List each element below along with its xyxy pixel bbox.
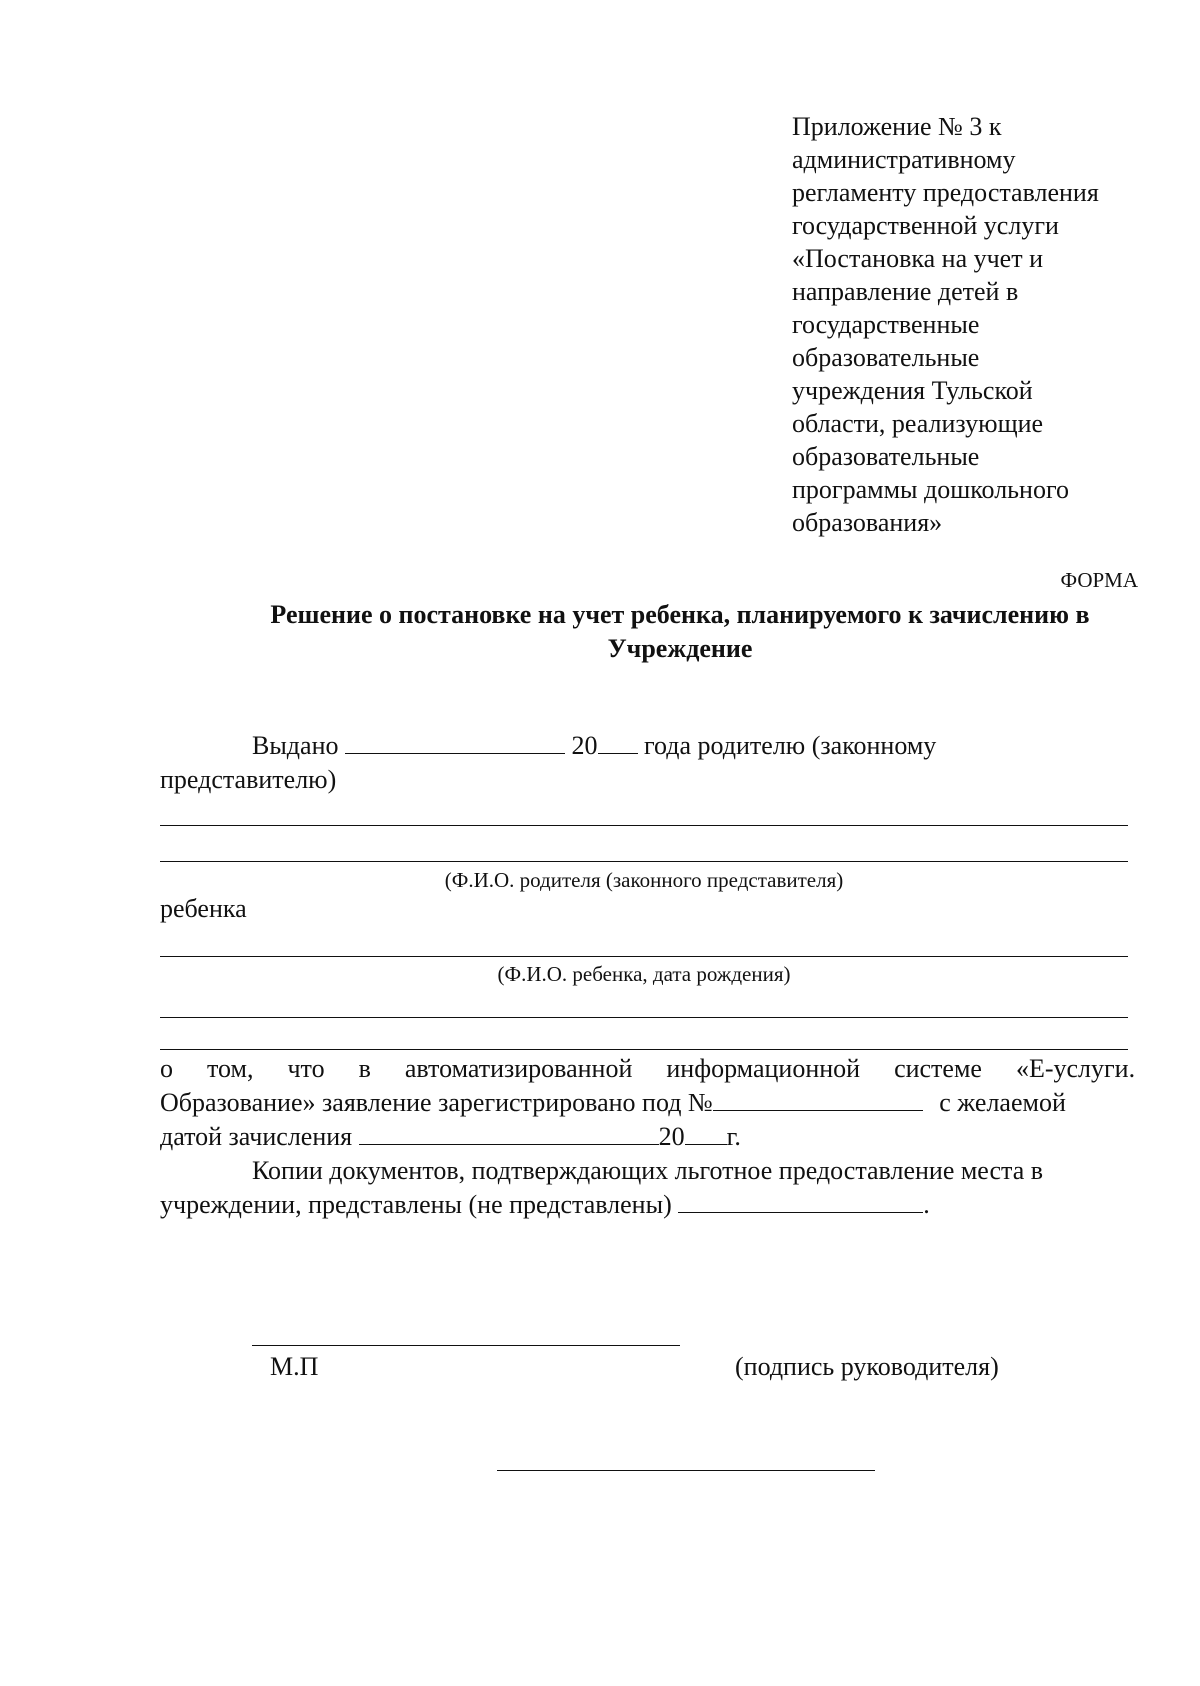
bottom-line (497, 1470, 875, 1471)
statement-word: автоматизированной (404, 1054, 633, 1083)
parent-caption: (Ф.И.О. родителя (законного представителя) (444, 868, 844, 892)
copies-line-1: Копии документов, подтверждающих льготное предоставление места в (252, 1156, 1044, 1185)
copies-period: . (923, 1190, 930, 1219)
appendix-line: учреждения Тульской (792, 376, 1033, 405)
appendix-line: Приложение № 3 к (792, 112, 1002, 141)
appendix-note (792, 110, 1172, 539)
enrollment-date-blank[interactable] (359, 1120, 659, 1145)
issued-line (252, 729, 936, 763)
issued-prefix: Выдано (252, 731, 339, 760)
statement-word: информационной (666, 1054, 861, 1083)
desired-date-text: с желаемой (939, 1088, 1066, 1117)
statement-word: «Е-услуги. (1015, 1054, 1136, 1083)
appendix-line: программы дошкольного (792, 475, 1069, 504)
statement-word: том, (207, 1054, 254, 1083)
appendix-line: образовательные (792, 343, 980, 372)
appendix-line: регламенту предоставления (792, 178, 1099, 207)
issued-continuation: представителю) (160, 765, 337, 794)
copies-status-blank[interactable] (678, 1188, 923, 1213)
statement-word: о (160, 1054, 173, 1083)
appendix-line: «Постановка на учет и (792, 244, 1043, 273)
child-name-line-3[interactable] (160, 1049, 1128, 1050)
registration-number-blank[interactable] (713, 1086, 923, 1111)
issued-year-prefix: 20 (571, 731, 598, 760)
form-label: ФОРМА (1060, 568, 1138, 592)
child-caption: (Ф.И.О. ребенка, дата рождения) (497, 962, 791, 986)
statement-word: что (287, 1054, 325, 1083)
enrollment-year-blank[interactable] (685, 1120, 727, 1145)
document-title-continuation: Учреждение (607, 634, 753, 663)
statement-line-2 (160, 1086, 1066, 1120)
stamp-label: М.П (270, 1352, 319, 1381)
document-title: Решение о постановке на учет ребенка, планируемого к зачислению в (270, 600, 1090, 629)
statement-word: в (358, 1054, 371, 1083)
signature-caption: (подпись руководителя) (735, 1352, 999, 1381)
copies-text: учреждении, представлены (не представлены) (160, 1190, 672, 1219)
issued-suffix: года родителю (законному (644, 731, 937, 760)
child-name-line-1[interactable] (160, 956, 1128, 957)
child-name-line-2[interactable] (160, 1017, 1128, 1018)
parent-name-line-2[interactable] (160, 861, 1128, 862)
appendix-line: административному (792, 145, 1016, 174)
appendix-line: образования» (792, 508, 943, 537)
child-label: ребенка (160, 894, 247, 923)
parent-name-line-1[interactable] (160, 825, 1128, 826)
enrollment-year-suffix: г. (726, 1122, 741, 1151)
statement-word: системе (894, 1054, 982, 1083)
registration-text: Образование» заявление зарегистрировано под № (160, 1088, 713, 1117)
issued-date-blank[interactable] (345, 729, 565, 754)
statement-line-3 (160, 1120, 741, 1154)
enrollment-date-label: датой зачисления (160, 1122, 353, 1151)
appendix-line: образовательные (792, 442, 980, 471)
statement-line-1 (160, 1052, 1135, 1086)
appendix-line: направление детей в (792, 277, 1019, 306)
issued-year-blank[interactable] (598, 729, 638, 754)
appendix-line: государственные (792, 310, 980, 339)
copies-line-2 (160, 1188, 930, 1222)
appendix-line: государственной услуги (792, 211, 1059, 240)
enrollment-year-prefix: 20 (658, 1122, 685, 1151)
appendix-line: области, реализующие (792, 409, 1044, 438)
signature-line[interactable] (252, 1345, 680, 1346)
